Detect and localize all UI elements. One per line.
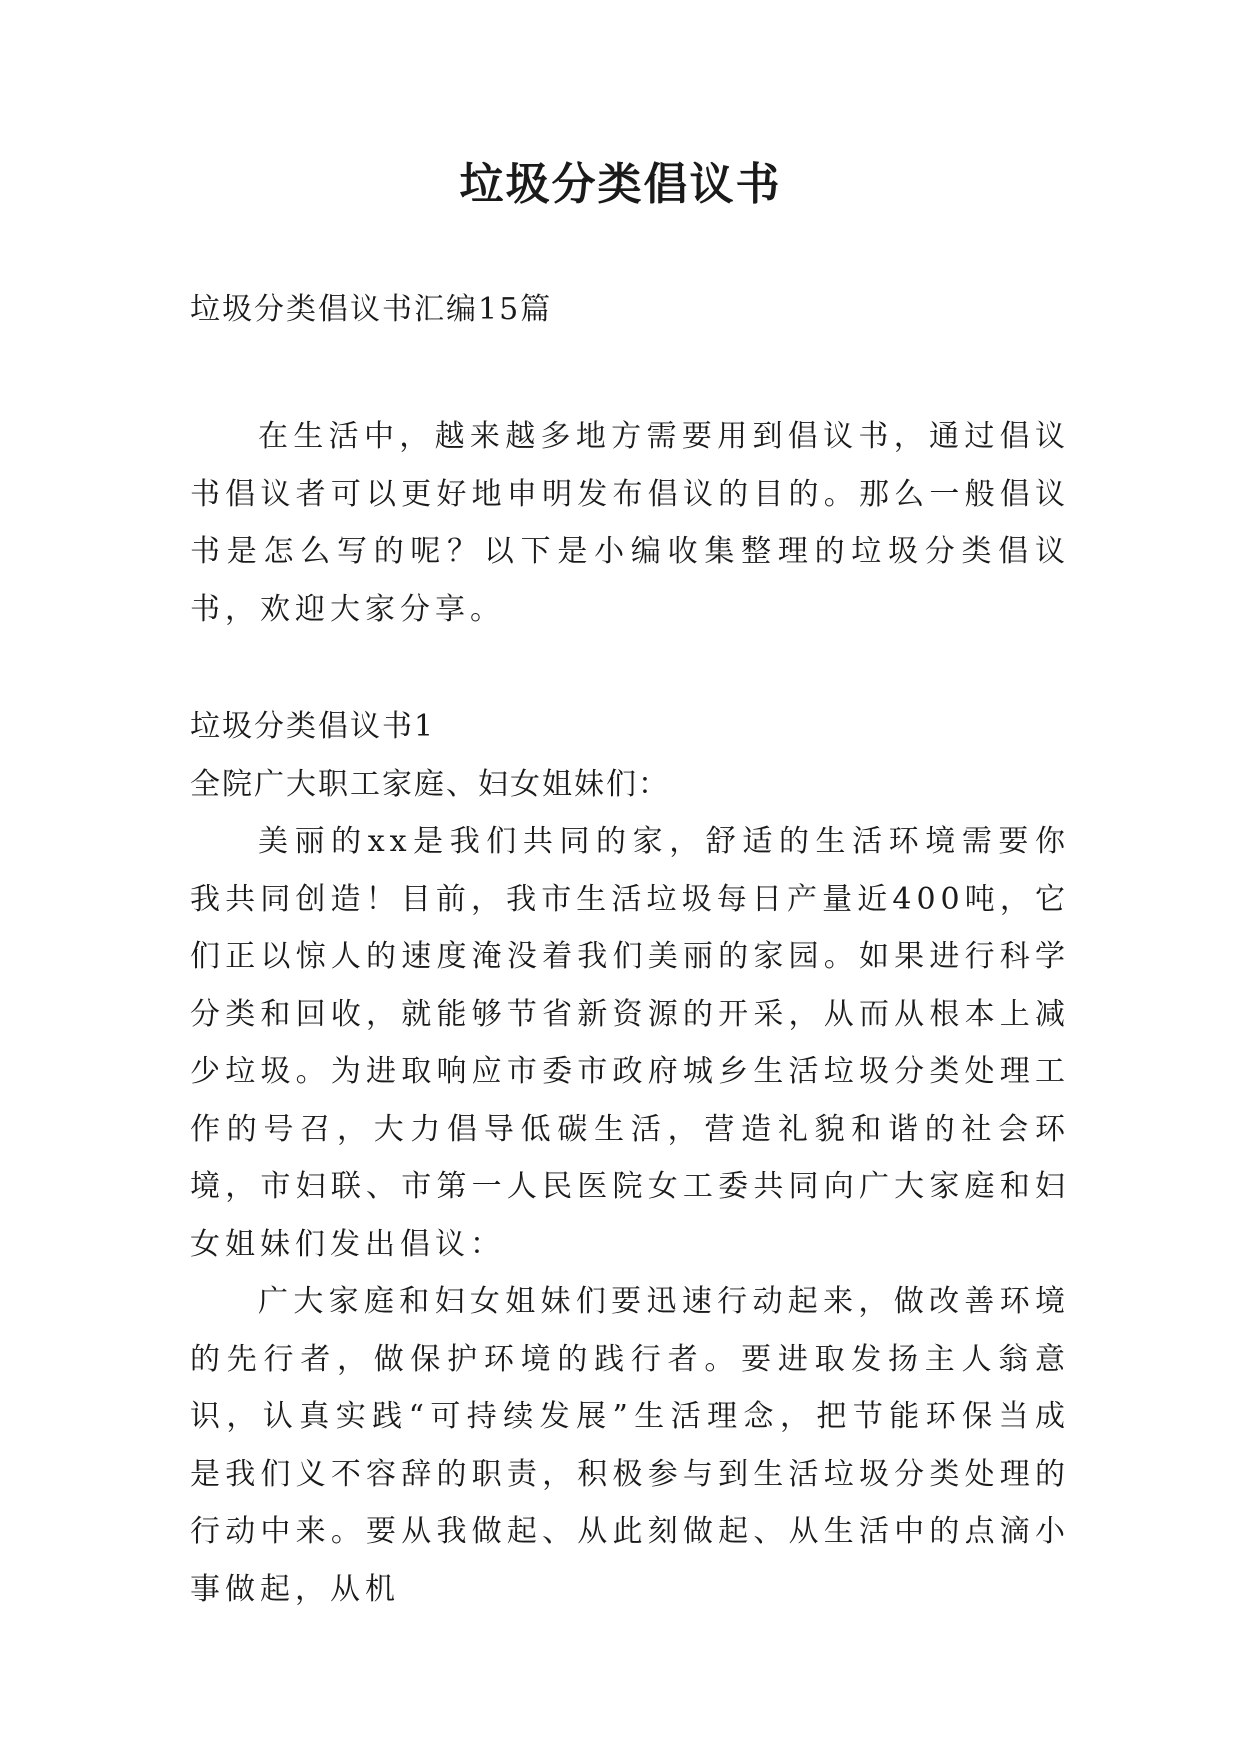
document-title: 垃圾分类倡议书 — [459, 159, 782, 210]
section-1 — [190, 698, 1070, 1618]
salutation: 全院广大职工家庭、妇女姐妹们： — [190, 766, 670, 802]
intro-paragraph: 在生活中，越来越多地方需要用到倡议书，通过倡议书倡议者可以更好地申明发布倡议的目的。那么一般倡议书是怎么写的呢？以下是小编收集整理的垃圾分类倡议书，欢迎大家分享。 — [190, 419, 1070, 627]
section-paragraph-1: 美丽的xx是我们共同的家，舒适的生活环境需要你我共同创造！目前，我市生活垃圾每日产量近400吨，它们正以惊人的速度淹没着我们美丽的家园。如果进行科学分类和回收，就能够节省新资源的开采，从而从根本上减少垃圾。为进取响应市委市政府城乡生活垃圾分类处理工作的号召，大力倡导低碳生活，营造礼貌和谐的社会环境，市妇联、市第一人民医院女工委共同向广大家庭和妇女姐妹们发出倡议： — [190, 824, 1070, 1262]
document-subtitle: 垃圾分类倡议书汇编15篇 — [190, 292, 553, 327]
section-heading: 垃圾分类倡议书1 — [190, 709, 436, 744]
section-paragraph-2: 广大家庭和妇女姐妹们要迅速行动起来，做改善环境的先行者，做保护环境的践行者。要进取发扬主人翁意识，认真实践“可持续发展”生活理念，把节能环保当成是我们义不容辞的职责，积极参与到生活垃圾分类处理的行动中来。要从我做起、从此刻做起、从生活中的点滴小事做起，从机 — [190, 1284, 1070, 1607]
